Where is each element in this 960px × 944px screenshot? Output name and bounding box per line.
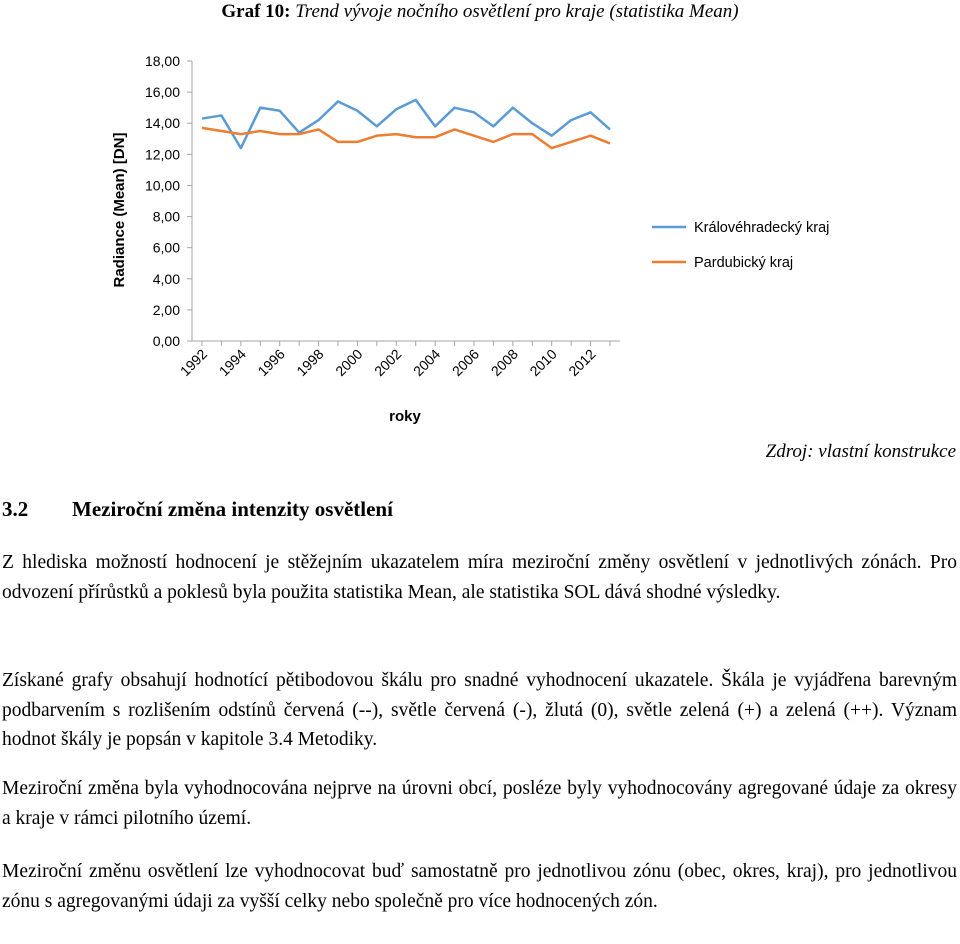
x-tick-label: 1998 (293, 345, 327, 380)
x-tick-label: 2010 (526, 345, 560, 380)
x-tick-label: 2000 (332, 345, 366, 380)
y-tick-label: 2,00 (152, 301, 180, 318)
y-tick-label: 14,00 (144, 115, 180, 132)
x-tick-label: 2006 (448, 345, 483, 380)
x-tick-label: 1994 (215, 345, 249, 380)
x-tick-label: 1992 (176, 345, 211, 380)
y-tick-label: 0,00 (152, 333, 180, 349)
x-tick-label: 2002 (371, 345, 405, 380)
y-axis-label: Radiance (Mean) [DN] (111, 132, 128, 288)
y-tick-label: 12,00 (144, 146, 180, 163)
section-title: Meziroční změna intenzity osvětlení (72, 497, 393, 521)
section-heading (2, 497, 393, 522)
line-chart (100, 40, 880, 440)
section-number: 3.2 (2, 497, 29, 521)
legend-label: Pardubický kraj (694, 255, 794, 271)
x-tick-label: 2012 (565, 345, 599, 380)
figure-caption (0, 0, 960, 24)
x-axis-label: roky (389, 408, 421, 425)
legend-label: Královéhradecký kraj (694, 220, 830, 236)
paragraph: Z hlediska možností hodnocení je stěžejním ukazatelem míra meziroční změny osvětlení v jednotlivých zónách. Pro odvození přírůstků a poklesů byla použita statistika Mean, ale statistika SOL dává shodné výsledky. (2, 552, 957, 603)
y-tick-label: 8,00 (152, 208, 180, 225)
y-tick-label: 6,00 (152, 239, 180, 256)
caption-label: Graf 10: (221, 1, 291, 22)
paragraph: Meziroční změna byla vyhodnocována nejprve na úrovni obcí, posléze byly vyhodnocovány agregované údaje za okresy a kraje v rámci pilotního území. (2, 778, 957, 829)
caption-title: Trend vývoje nočního osvětlení pro kraje (statistika Mean) (295, 1, 739, 22)
series-line-2 (202, 128, 610, 148)
paragraph: Meziroční změnu osvětlení lze vyhodnocovat buď samostatně pro jednotlivou zónu (obec, okres, kraj), pro jednotlivou zónu s agregovanými údaji za vyšší celky nebo společně pro více hodnocených zón. (2, 861, 957, 912)
y-tick-label: 18,00 (144, 53, 180, 69)
y-tick-label: 4,00 (152, 270, 180, 287)
y-tick-label: 16,00 (144, 84, 180, 101)
x-tick-label: 2004 (409, 345, 444, 380)
figure-source: Zdroj: vlastní konstrukce (765, 441, 956, 462)
x-tick-label: 2008 (487, 345, 521, 380)
y-tick-label: 10,00 (144, 177, 180, 194)
paragraph: Získané grafy obsahují hodnotící pětibodovou škálu pro snadné vyhodnocení ukazatele. Škála je vyjádřena barevným podbarvením s rozlišením odstínů červená (--), světle červená (-), žlutá (0), světle zelená (+) a zelená (++). Význam hodnot škály je popsán v kapitole 3.4 Metodiky. (2, 670, 957, 750)
series-line-1 (202, 100, 610, 148)
x-tick-label: 1996 (254, 345, 288, 380)
